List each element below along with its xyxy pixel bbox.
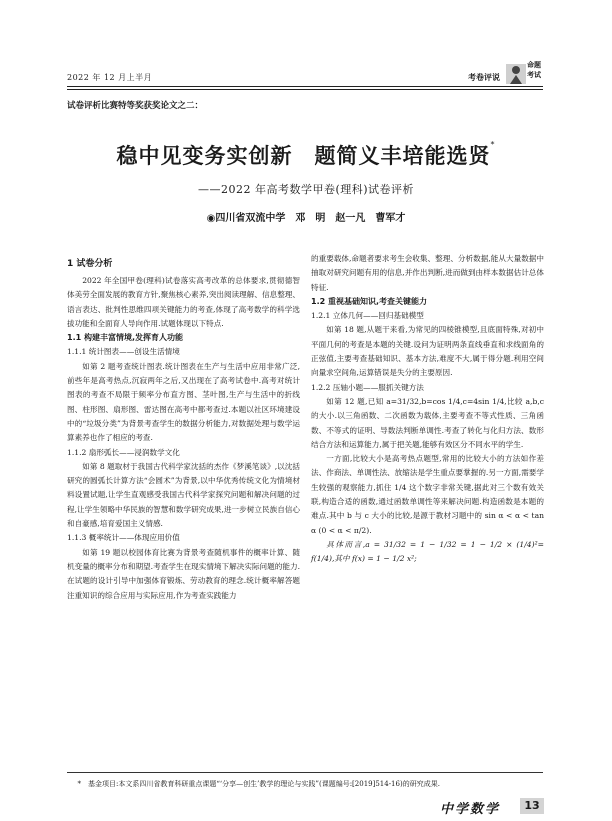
logo-text-top: 命题 bbox=[527, 61, 541, 69]
logo-text-bottom: 考试 bbox=[527, 71, 541, 79]
column-logo-icon bbox=[504, 58, 548, 88]
header-rule bbox=[67, 86, 543, 87]
article-subtitle: ——2022 年高考数学甲卷(理科)试卷评析 bbox=[197, 183, 415, 196]
subsection-heading: 1.2 重视基础知识,考查关键能力 bbox=[311, 296, 427, 306]
paragraph: 如第 19 题以校园体育比赛为背景考查随机事件的概率计算、随机变量的概率分布和期望.考查学生在现实情境下解决实际问题的能力.在试题的设计引导中加强体育锻炼、劳动教育的理念.统计概率解答题注重知识的综合应用与实际应用,作为考查实践能力 bbox=[67, 547, 300, 600]
paragraph: 如第 2 题考查统计图表.统计图表在生产与生活中应用非常广泛,前些年是高考热点,沉寂两年之后,又出现在了高考试卷中.高考对统计图表的考查不局限于频率分布直方图、茎叶图,生产与生活中的折线图、柱形图、扇形图、雷达图在高考中都考查过.本题以社区环境建设中的“垃圾分类”为背景考查学生的数据分析能力,对数据处理与数学运算素养也作了相应的考查. bbox=[67, 361, 300, 443]
right-column bbox=[311, 252, 544, 567]
footnote: * 基金项目:本文系四川省教育科研重点课题“‘分享—创生’教学的理论与实践”(课题编号:[2019]514-16)的研究成果. bbox=[77, 780, 440, 788]
paragraph: 如第 12 题,已知 a=31/32,b=cos 1/4,c=4sin 1/4,比较 a,b,c 的大小.以三角函数、二次函数为载体,主要考查不等式性质、三角函数、不等式的证明、导数法判断单调性.考查了转化与化归方法、数形结合方法和运算能力,属于把关题,能够有效区分不同水平的学生. bbox=[311, 396, 544, 449]
paragraph: 如第 8 题取材于我国古代科学家沈括的杰作《梦溪笔谈》,以沈括研究的圆弧长计算方法“会圆术”为背景,以中华优秀传统文化为情境材料设置试题,让学生直观感受我国古代科学家探究问题和解决问题的过程,让学生领略中华民族的智慧和数学研究成果,进一步树立民族自信心和自豪感,培育爱国主义情感. bbox=[67, 461, 300, 529]
equation-paragraph: 具体而言,a = 31/32 = 1 − 1/32 = 1 − 1/2 × (1/4)²= f(1/4),其中 f(x) = 1 − 1/2 x²; bbox=[311, 539, 544, 564]
paragraph: 一方面,比较大小是高考热点题型,常用的比较大小的方法如作差法、作商法、单调性法、放缩法是学生重点要掌握的.另一方面,需要学生较强的观察能力,抓住 1/4 这个数字非常关键,据此对三个数有效关联,构造合适的函数,通过函数单调性等来解决问题.构造函数是本题的难点.其中 b 与 c 大小的比较,是源于教材习题中的 sin α < α < tan α (0 < α < π/2). bbox=[311, 454, 544, 535]
paragraph: 的重要载体,命题者要求考生会收集、整理、分析数据,能从大量数据中抽取对研究问题有用的信息,并作出判断,进而做到由样本数据估计总体特征. bbox=[311, 254, 544, 292]
subsubsection-heading: 1.2.2 压轴小题——服抓关键方法 bbox=[311, 382, 424, 392]
paragraph: 如第 18 题,从题干来看,为常见的四棱锥模型,且底面特殊,对初中平面几何的考查是本题的关键.设问为证明两条直线垂直和求线面角的正弦值,主要考查基础知识、基本方法,难度不大,属于得分题.利用空间向量求空间角,运算错误是失分的主要原因. bbox=[311, 325, 544, 378]
column-label: 试卷评析比赛特等奖获奖论文之二： bbox=[67, 101, 204, 111]
article-title: 稳中见变务实创新 题简义丰培能选贤* bbox=[116, 140, 496, 168]
running-header-date: 2022 年 12 月上半月 bbox=[67, 73, 153, 82]
paragraph: 2022 年全国甲卷(理科)试卷落实高考改革的总体要求,贯彻德智体美劳全面发展的教育方针,聚焦核心素养,突出阅读理解、信息整理、语言表达、批判性思维四项关键能力的考查,体现了高考数学的科学选拔功能和全面育人导向作用.试题体现以下特点. bbox=[67, 276, 300, 328]
subsection-heading: 1.1 构建丰富情境,发挥育人功能 bbox=[67, 333, 183, 343]
section-heading: 1 试卷分析 bbox=[67, 259, 113, 269]
subsubsection-heading: 1.1.1 统计图表——创设生活情境 bbox=[67, 347, 180, 357]
journal-name: 中学数学 bbox=[440, 802, 501, 817]
footnote-rule bbox=[67, 772, 543, 773]
authors-line: ◉四川省双流中学 邓 明 赵一凡 曹军才 bbox=[206, 213, 406, 224]
page-number: 13 bbox=[520, 798, 544, 814]
header-rule-thin bbox=[67, 89, 543, 90]
subsubsection-heading: 1.1.3 概率统计——体现应用价值 bbox=[67, 533, 180, 543]
left-column bbox=[67, 252, 300, 603]
subsubsection-heading: 1.2.1 立体几何——回归基础模型 bbox=[311, 311, 424, 321]
running-header-section: 考卷评说 bbox=[468, 73, 500, 82]
title-footnote-mark: * bbox=[490, 140, 496, 149]
subsubsection-heading: 1.1.2 扇形弧长——浸润数学文化 bbox=[67, 447, 180, 457]
